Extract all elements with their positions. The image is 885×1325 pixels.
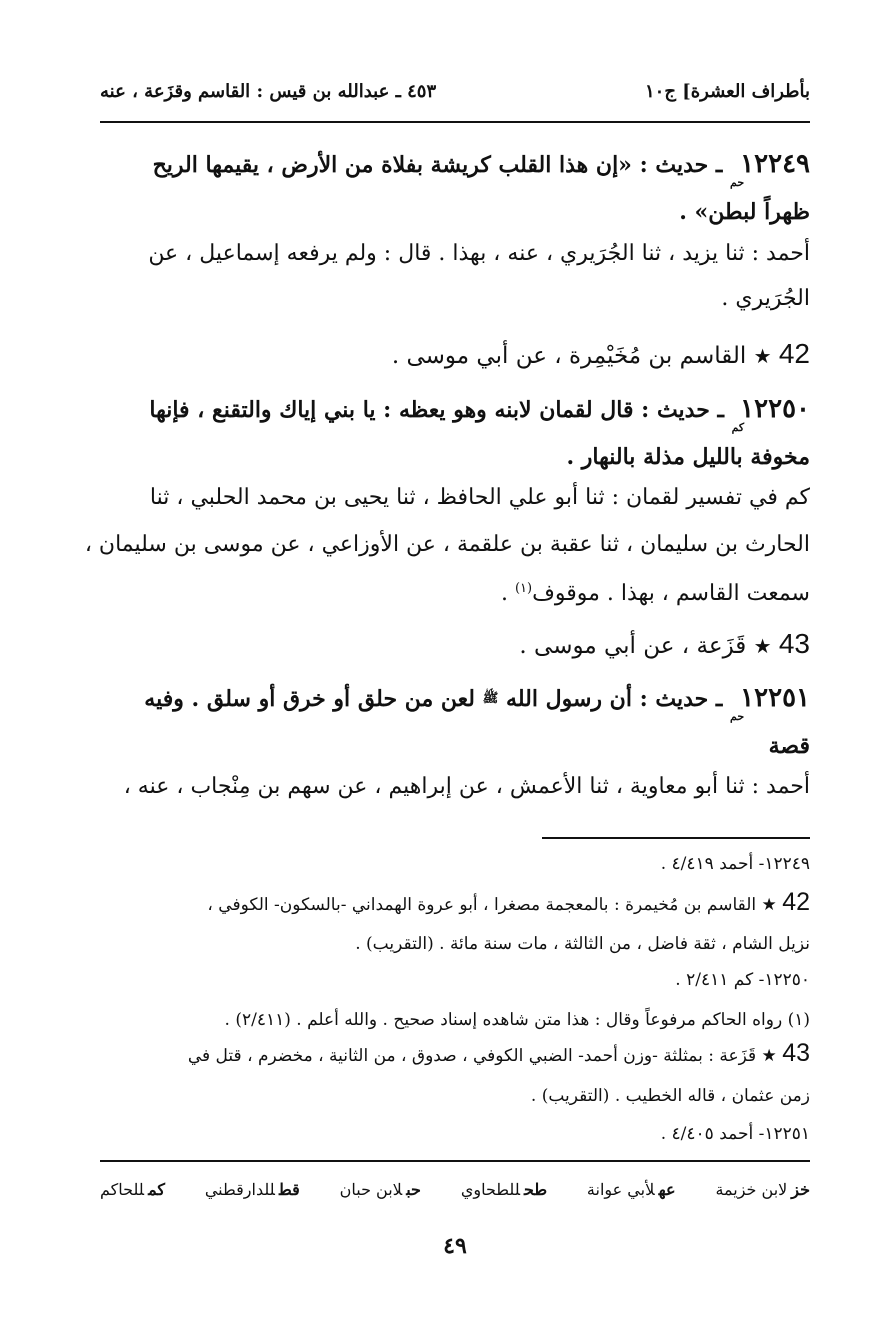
hadith-12250-chain-1: كم في تفسير لقمان : ثنا أبو علي الحافظ ، ثنا يحيى بن محمد الحلبي ، ثنا — [149, 485, 810, 510]
hadith-12250-chain-2: الحارث بن سليمان ، ثنا عقبة بن علقمة ، عن الأوزاعي ، عن موسى بن سليمان ، — [84, 532, 810, 557]
page — [84, 0, 810, 1325]
key-rule — [100, 1160, 810, 1162]
hadith-12251-line-1: ١٢٢٥١حم ـ حديث : أن رسول الله ﷺ لعن من حلق أو خرق أو سلق . وفيه — [100, 684, 810, 731]
footnote-42-line-2: نزيل الشام ، ثقة فاضل ، من الثالثة ، مات سنة مائة . (التقريب) . — [355, 934, 810, 954]
hadith-12251-chain-1: أحمد : ثنا أبو معاوية ، ثنا الأعمش ، عن إبراهيم ، عن سهم بن مِنْجاب ، عنه ، — [123, 774, 810, 799]
header-left: ٤٥٣ ـ عبدالله بن قيس : القاسم وقزَعة ، عنه — [100, 80, 437, 102]
section-number: 42 — [778, 338, 810, 369]
footnote-12251: ١٢٢٥١- أحمد ٤/٤٠٥ . — [660, 1124, 810, 1144]
hadith-text: قال لقمان لابنه وهو يعظه : يا بني إياك والتقنع ، فإنها — [149, 397, 634, 423]
key-item: قطللدارقطني — [204, 1180, 300, 1199]
hadith-label: ـ حديث : — [641, 397, 724, 423]
star-icon: ★ — [761, 895, 777, 915]
key-item: خزلابن خزيمة — [715, 1180, 810, 1199]
page-number: ٤٩ — [443, 1233, 467, 1259]
key-item: حبلابن حبان — [339, 1180, 421, 1199]
star-icon: ★ — [753, 634, 772, 658]
hadith-number: ١٢٢٥٠ — [740, 394, 810, 424]
footnote-12250: ١٢٢٥٠- كم ٢/٤١١ . — [675, 970, 810, 990]
salla-glyph: ﷺ — [482, 691, 499, 706]
section-number: 43 — [778, 628, 810, 659]
footnote-ref: (١) — [514, 581, 533, 596]
hadith-12249-line-2: ظهراً لبطن» . — [679, 199, 810, 225]
source-mark: كم — [731, 421, 745, 434]
hadith-12250-chain-3: سمعت القاسم ، بهذا . موقوف$^{(١)}$ . — [500, 581, 810, 606]
hadith-12249-line-1 — [100, 150, 810, 197]
hadith-12249-chain-2: الجُرَيري . — [721, 286, 810, 311]
key-item: عهلأبي عوانة — [586, 1180, 676, 1199]
hadith-number: ١٢٢٥١ — [740, 683, 810, 713]
footnote-43-line-1: 43 ★ قَزَعة : بمثلثة -وزن أحمد- الضبي الكوفي ، صدوق ، من الثانية ، مخضرم ، قتل في — [187, 1039, 810, 1067]
key-item: كمللحاكم — [100, 1180, 165, 1199]
key-item: طحللطحاوي — [460, 1180, 548, 1199]
footnote-12249: ١٢٢٤٩- أحمد ٤/٤١٩ . — [660, 854, 810, 874]
hadith-label: ـ حديث : — [639, 152, 723, 178]
star-icon: ★ — [761, 1046, 777, 1066]
header-right: بأطراف العشرة] ج١٠ — [644, 80, 810, 102]
running-header — [100, 76, 810, 106]
hadith-text: «إن هذا القلب كريشة بفلاة من الأرض ، يقيمها الريح — [152, 152, 632, 178]
section-43-heading — [100, 628, 810, 662]
star-icon: ★ — [753, 344, 772, 368]
hadith-12250-line-1 — [100, 395, 810, 442]
hadith-12250-line-2: مخوفة بالليل مذلة بالنهار . — [566, 444, 810, 470]
hadith-number: ١٢٢٤٩ — [740, 149, 810, 179]
section-number: 42 — [782, 888, 810, 916]
section-number: 43 — [782, 1039, 810, 1067]
header-rule — [100, 121, 810, 123]
section-title: قَزَعة ، عن أبي موسى . — [519, 633, 747, 659]
hadith-12249-chain-1: أحمد : ثنا يزيد ، ثنا الجُرَيري ، عنه ، بهذا . قال : ولم يرفعه إسماعيل ، عن — [148, 241, 810, 266]
section-42-heading — [100, 338, 810, 372]
abbreviation-key — [100, 1180, 810, 1199]
source-mark: حم — [730, 176, 745, 189]
section-title: القاسم بن مُخَيْمِرة ، عن أبي موسى . — [391, 343, 747, 369]
footnote-rule — [542, 837, 810, 839]
footnote-42-line-1: 42 ★ القاسم بن مُخيمرة : بالمعجمة مصغرا ، أبو عروة الهمداني -بالسكون- الكوفي ، — [207, 888, 810, 916]
source-mark: حم — [730, 710, 745, 723]
hadith-label: ـ حديث : — [639, 686, 723, 712]
footnote-1: (١) رواه الحاكم مرفوعاً وقال : هذا متن شاهده إسناد صحيح . والله أعلم . (٢/٤١١) . — [224, 1010, 810, 1030]
hadith-12251-line-2: قصة — [768, 733, 810, 759]
footnote-43-line-2: زمن عثمان ، قاله الخطيب . (التقريب) . — [530, 1086, 810, 1106]
